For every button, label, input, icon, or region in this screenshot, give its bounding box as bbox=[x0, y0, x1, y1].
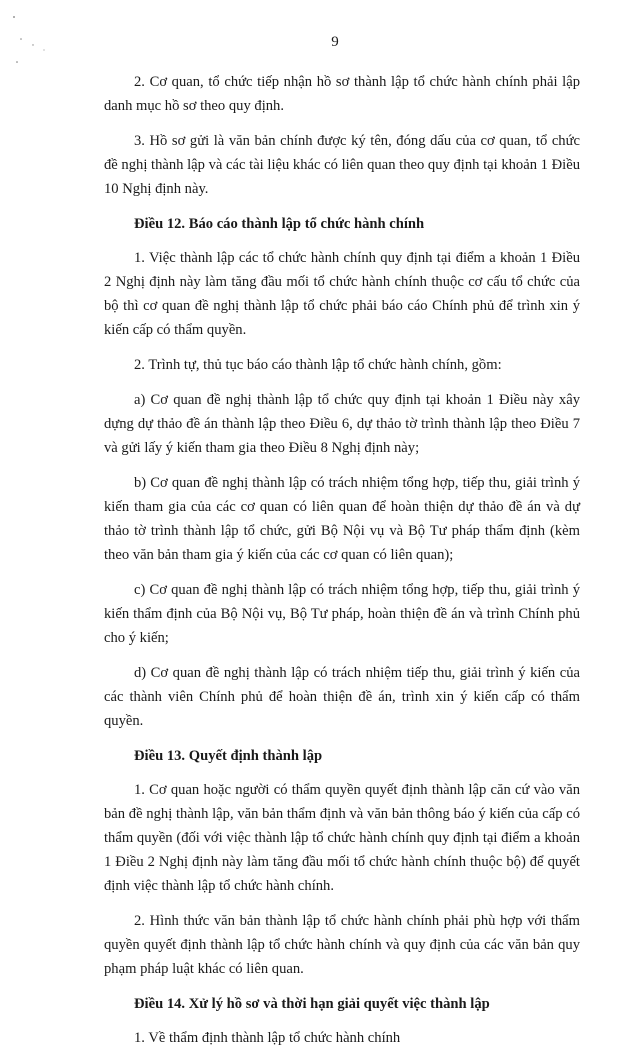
paragraph: 2. Trình tự, thủ tục báo cáo thành lập tổ chức hành chính, gồm: bbox=[134, 357, 502, 373]
paragraph: 2. Hình thức văn bản thành lập tổ chức hành chính phải phù hợp với thẩm quyền quyết định thành lập tổ chức hành chính và quy định của các văn bản quy phạm pháp luật khác có liên quan. bbox=[104, 913, 580, 977]
paragraph: c) Cơ quan đề nghị thành lập có trách nhiệm tổng hợp, tiếp thu, giải trình ý kiến thẩm định của Bộ Nội vụ, Bộ Tư pháp, hoàn thiện đề án và trình Chính phủ cho ý kiến; bbox=[104, 582, 580, 646]
paragraph: a) Cơ quan đề nghị thành lập tổ chức quy định tại khoản 1 Điều này xây dựng dự thảo đề án thành lập theo Điều 6, dự thảo tờ trình thành lập theo Điều 7 và gửi lấy ý kiến tham gia theo Điều 8 Nghị định này; bbox=[104, 392, 580, 456]
paragraph: 3. Hồ sơ gửi là văn bản chính được ký tên, đóng dấu của cơ quan, tổ chức đề nghị thành lập và các tài liệu khác có liên quan theo quy định tại khoản 1 Điều 10 Nghị định này. bbox=[104, 133, 580, 197]
paragraph: b) Cơ quan đề nghị thành lập có trách nhiệm tổng hợp, tiếp thu, giải trình ý kiến tham gia của các cơ quan có liên quan để hoàn thiện dự thảo đề án và dự thảo tờ trình thành lập tổ chức, gửi Bộ Nội vụ và Bộ Tư pháp thẩm định (kèm theo văn bản tham gia ý kiến của các cơ quan có liên quan); bbox=[104, 475, 580, 563]
article-heading: Điều 13. Quyết định thành lập bbox=[134, 748, 323, 764]
paragraph: d) Cơ quan đề nghị thành lập có trách nhiệm tiếp thu, giải trình ý kiến của các thành viên Chính phủ để hoàn thiện đề án, trình xin ý kiến cấp có thẩm quyền. bbox=[104, 665, 580, 729]
article-heading: Điều 14. Xử lý hồ sơ và thời hạn giải quyết việc thành lập bbox=[134, 996, 490, 1012]
article-heading: Điều 12. Báo cáo thành lập tổ chức hành chính bbox=[134, 216, 425, 232]
paragraph: 2. Cơ quan, tổ chức tiếp nhận hồ sơ thành lập tổ chức hành chính phải lập danh mục hồ sơ theo quy định. bbox=[104, 74, 580, 114]
paragraph: 1. Việc thành lập các tổ chức hành chính quy định tại điểm a khoản 1 Điều 2 Nghị định này làm tăng đầu mối tổ chức hành chính thuộc cơ cấu tổ chức của bộ thì cơ quan đề nghị thành lập tổ chức phải báo cáo Chính phủ để trình xin ý kiến cấp có thẩm quyền. bbox=[104, 250, 580, 338]
page-number: 9 bbox=[331, 34, 339, 50]
paragraph: 1. Về thẩm định thành lập tổ chức hành chính bbox=[134, 1030, 401, 1046]
paragraph: 1. Cơ quan hoặc người có thẩm quyền quyết định thành lập căn cứ vào văn bản đề nghị thành lập, văn bản thẩm định và văn bản thông báo ý kiến của cấp có thẩm quyền (đối với việc thành lập tổ chức hành chính quy định tại điểm a khoản 1 Điều 2 Nghị định này làm tăng đầu mối tổ chức hành chính thuộc bộ) để quyết định việc thành lập tổ chức hành chính. bbox=[104, 782, 580, 894]
document-body bbox=[104, 70, 580, 1061]
